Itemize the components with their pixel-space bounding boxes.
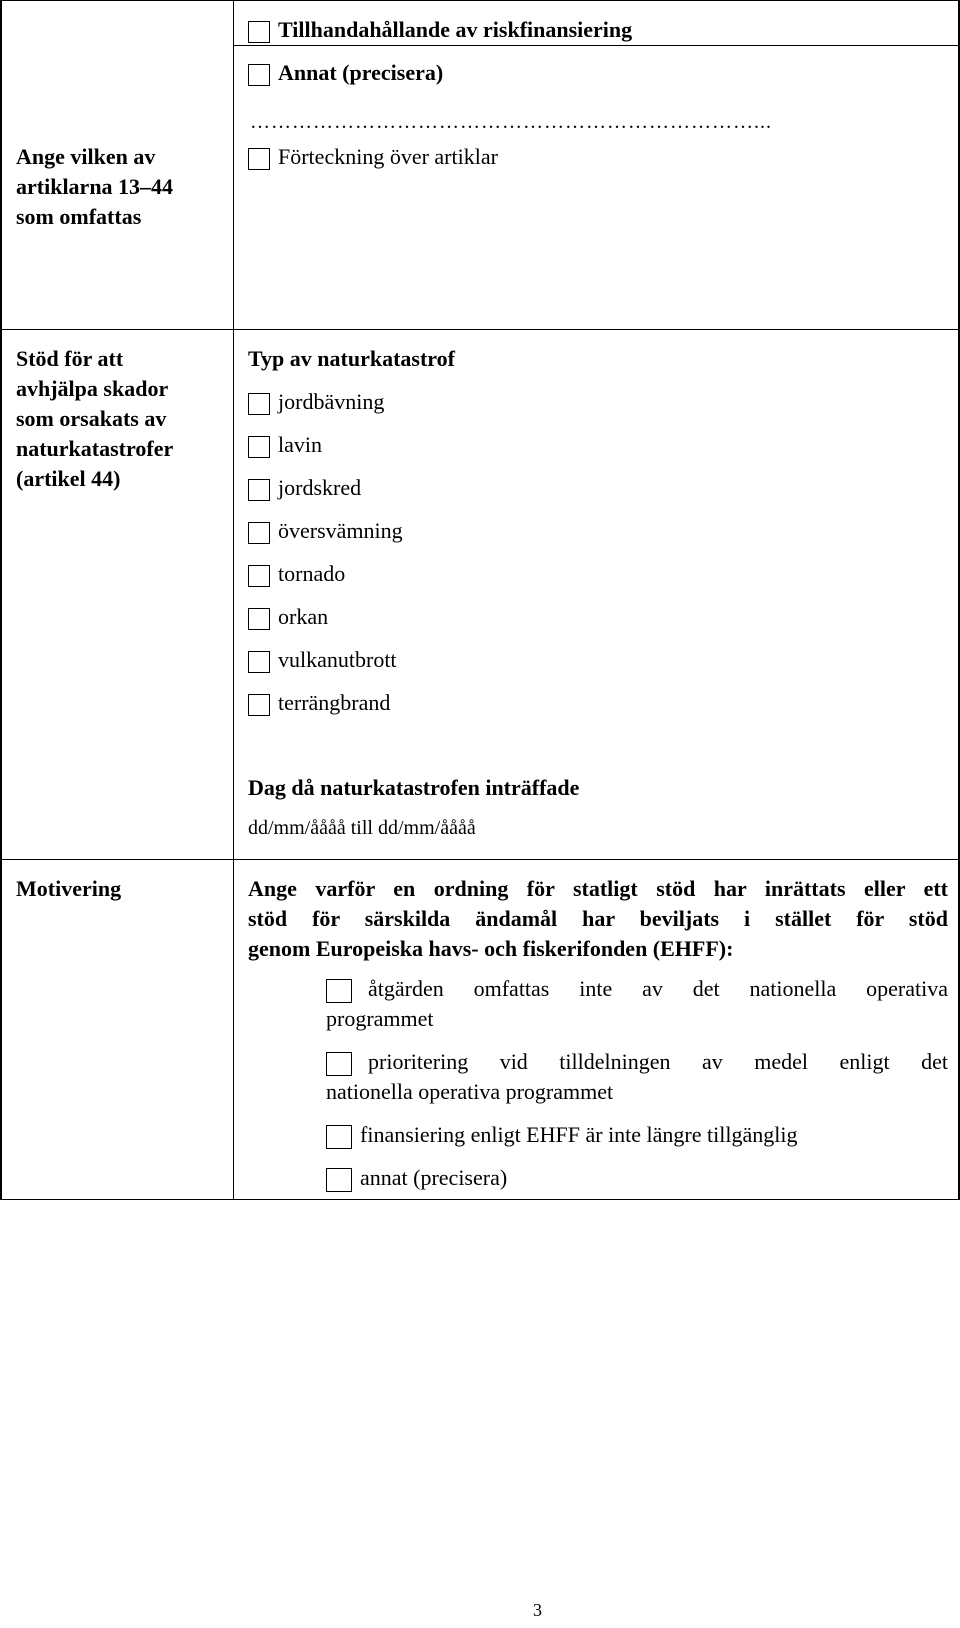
checkbox[interactable] xyxy=(248,522,270,544)
checkbox[interactable] xyxy=(326,1168,352,1192)
checkbox[interactable] xyxy=(326,1125,352,1149)
row-natural-disasters xyxy=(0,330,960,860)
motivation-label: Motivering xyxy=(16,876,122,901)
checkbox[interactable] xyxy=(248,565,270,587)
row-motivation xyxy=(0,860,960,1200)
checkbox[interactable] xyxy=(248,694,270,716)
row-risk-finance xyxy=(0,0,960,133)
checkbox[interactable] xyxy=(326,1052,352,1076)
option-landslide[interactable]: jordskred xyxy=(248,473,361,503)
disaster-date-field[interactable]: dd/mm/åååå till dd/mm/åååå xyxy=(248,817,476,839)
divider xyxy=(234,45,958,46)
option-risk-finance[interactable]: Tillhandahållande av riskfinansiering xyxy=(248,15,632,45)
option-other[interactable]: Annat (precisera) xyxy=(248,58,443,88)
dotted-line: ………………………………………………………………... xyxy=(250,111,772,133)
option-flood[interactable]: översvämning xyxy=(248,516,403,546)
option-hurricane[interactable]: orkan xyxy=(248,602,328,632)
row-articles xyxy=(0,130,960,330)
row-motivation-left-cell xyxy=(2,860,234,1199)
option-priority-allocation[interactable]: prioritering vid tilldelningen av medel enligt det nationella operativa programmet xyxy=(326,1049,948,1104)
option-earthquake[interactable]: jordbävning xyxy=(248,387,384,417)
checkbox[interactable] xyxy=(248,393,270,415)
option-other-specify[interactable]: annat (precisera) xyxy=(326,1163,507,1193)
option-volcanic-eruption[interactable]: vulkanutbrott xyxy=(248,645,397,675)
row-articles-left-cell xyxy=(2,130,234,329)
motivation-intro: Ange varför en ordning för statligt stöd har inrättats eller ett stöd för särskilda ändamål har beviljats i stället för stöd genom Europeiska havs- och fiskerifonden (EHFF): xyxy=(248,876,948,961)
disaster-label: Stöd för att avhjälpa skador som orsakats av naturkatastrofer (artikel 44) xyxy=(16,346,174,491)
option-tornado[interactable]: tornado xyxy=(248,559,345,589)
option-avalanche[interactable]: lavin xyxy=(248,430,322,460)
articles-label: Ange vilken av artiklarna 13–44 som omfattas xyxy=(16,144,174,229)
checkbox[interactable] xyxy=(248,651,270,673)
checkbox[interactable] xyxy=(248,479,270,501)
checkbox[interactable] xyxy=(248,436,270,458)
disaster-type-heading: Typ av naturkatastrof xyxy=(248,346,455,371)
page-number: 3 xyxy=(533,1600,542,1620)
checkbox[interactable] xyxy=(326,979,352,1003)
checkbox[interactable] xyxy=(248,21,270,43)
option-wildfire[interactable]: terrängbrand xyxy=(248,688,390,718)
checkbox[interactable] xyxy=(248,64,270,86)
option-not-in-programme[interactable]: åtgärden omfattas inte av det nationella operativa programmet xyxy=(326,976,948,1031)
option-emff-unavailable[interactable]: finansiering enligt EHFF är inte längre tillgänglig xyxy=(326,1120,797,1150)
option-article-list[interactable]: Förteckning över artiklar xyxy=(248,142,498,172)
row-risk-left-cell xyxy=(2,1,234,130)
checkbox[interactable] xyxy=(248,148,270,170)
disaster-date-heading: Dag då naturkatastrofen inträffade xyxy=(248,775,580,800)
checkbox[interactable] xyxy=(248,608,270,630)
row-disaster-left-cell xyxy=(2,330,234,859)
